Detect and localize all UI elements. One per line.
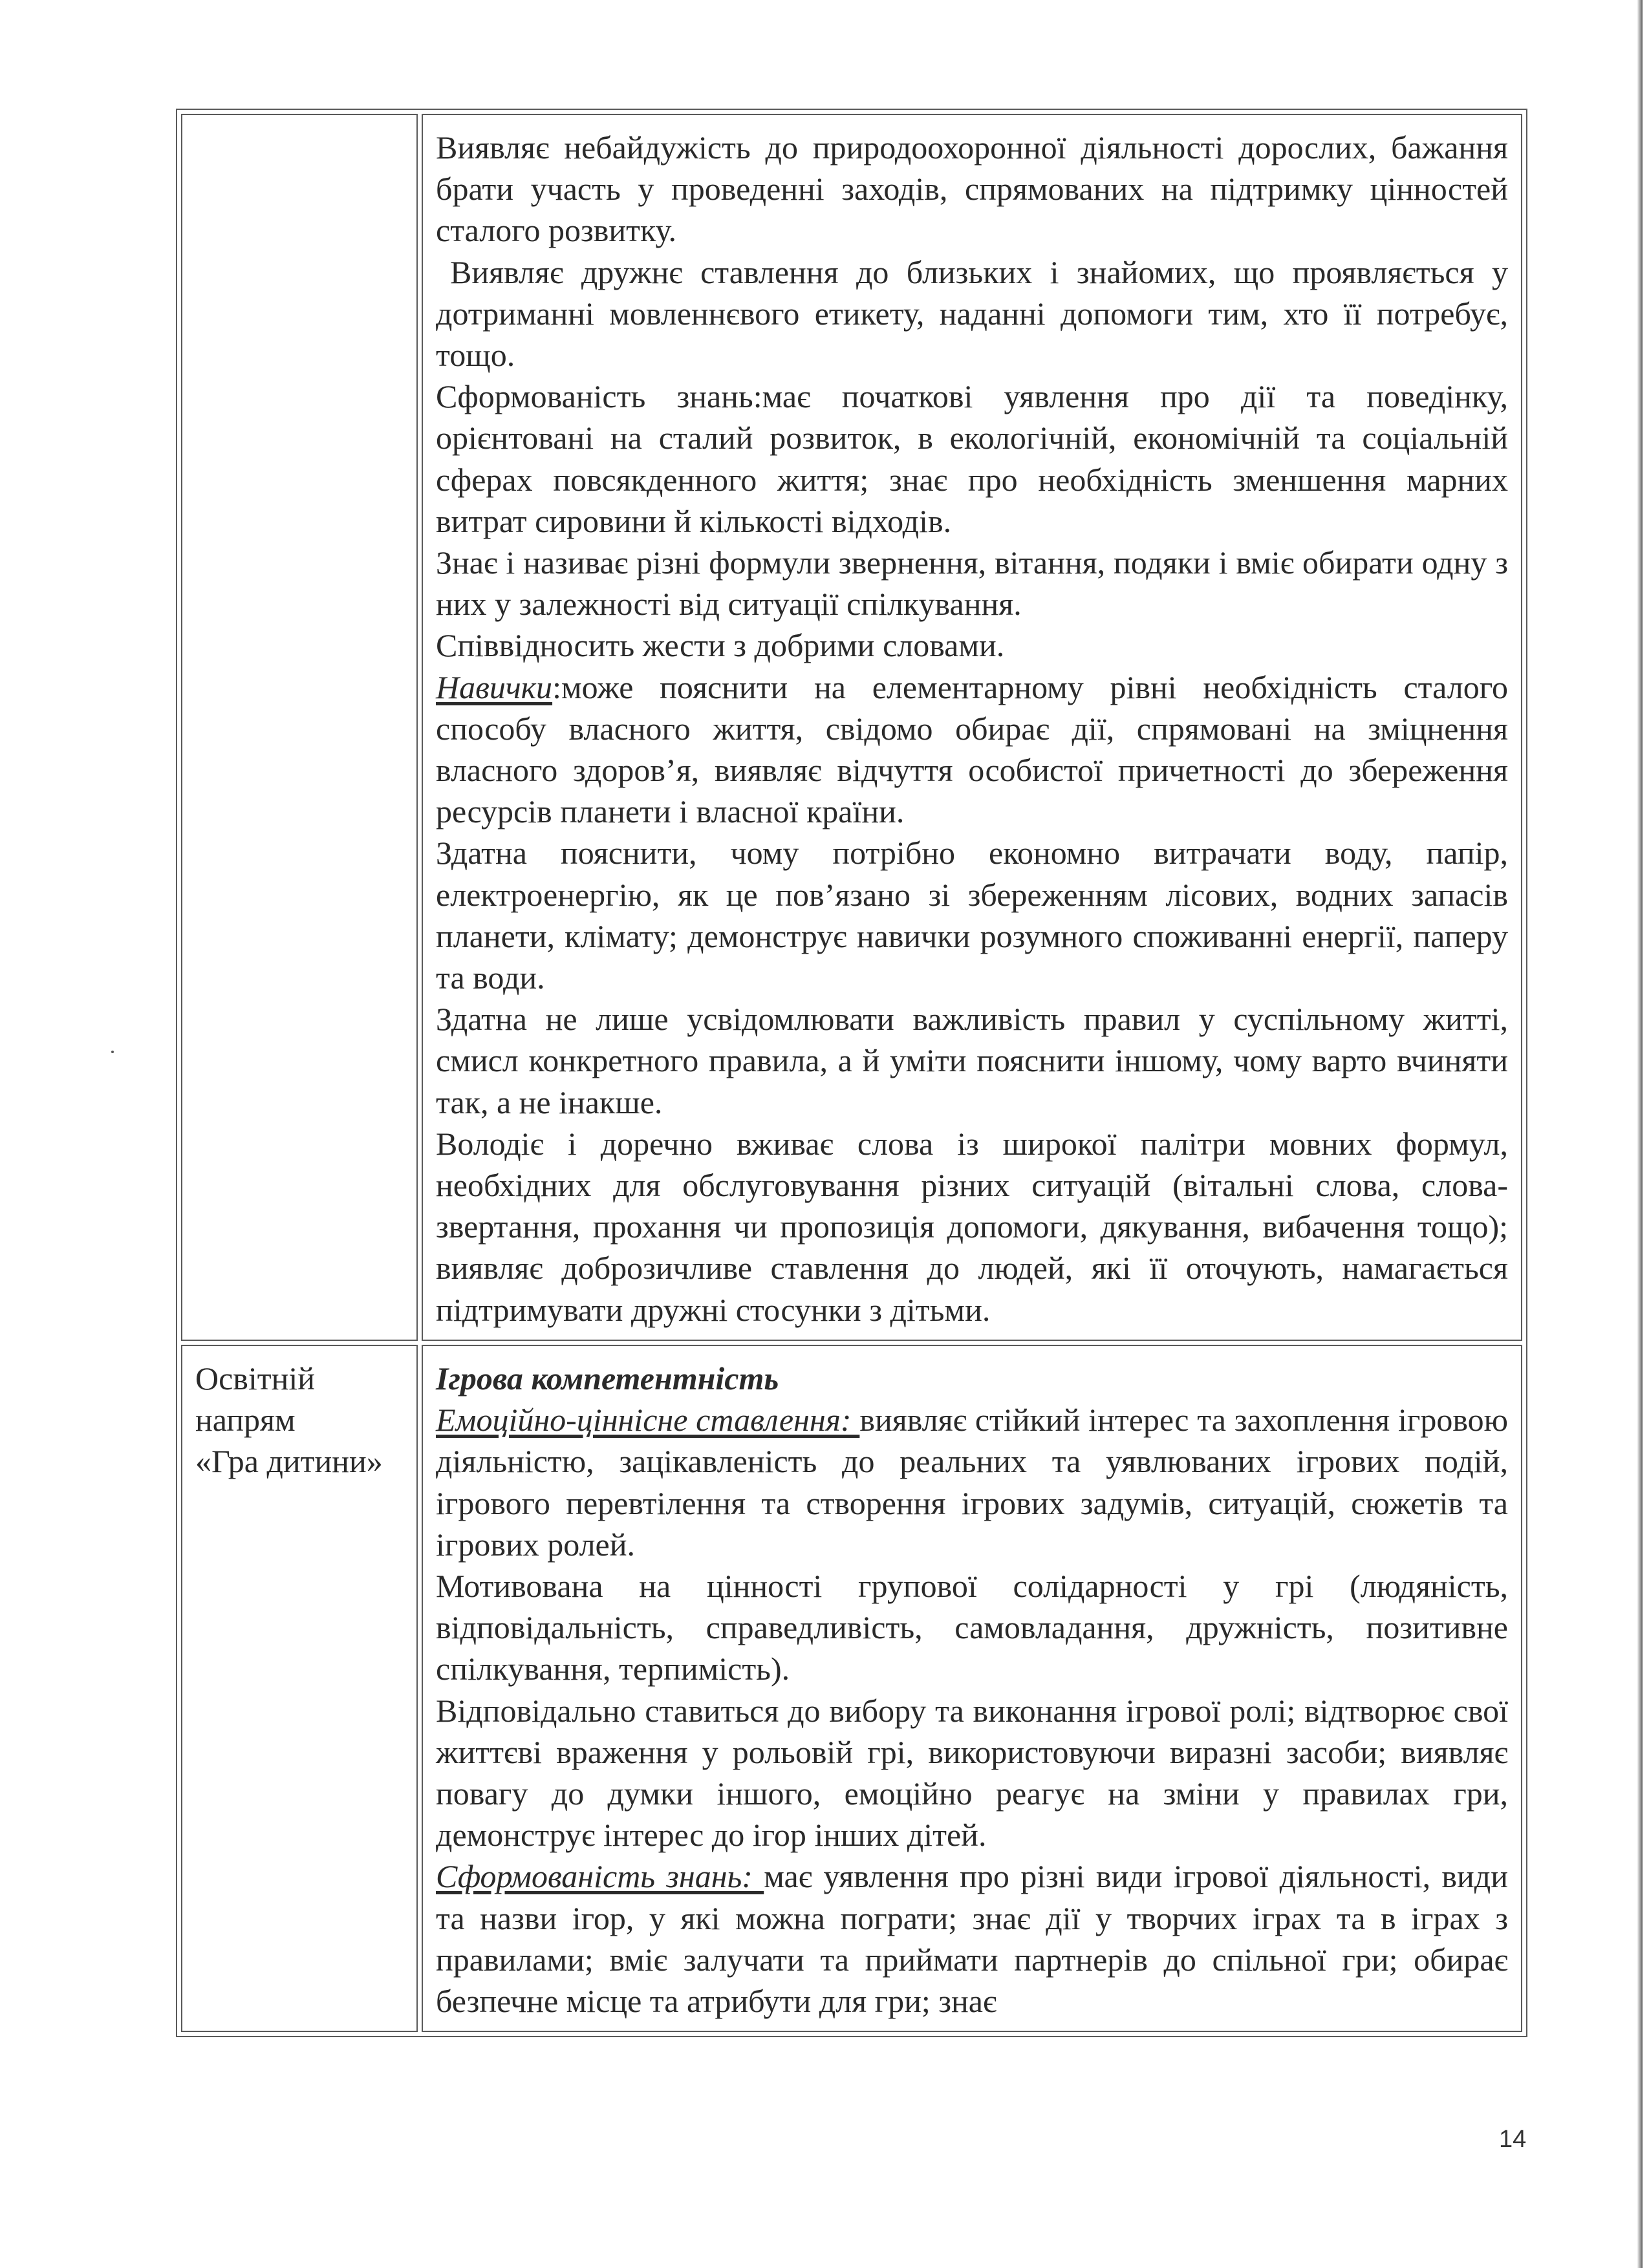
- content-table: [176, 109, 1527, 2037]
- row2-left-cell: [181, 1345, 418, 2032]
- row1-skills-para: [436, 667, 1508, 833]
- row1-para-8: Володіє і доречно вживає слова із широкої палітри мовних формул, необхідних для обслуговування різних ситуацій (вітальні слова, слова-звертання, прохання чи пропозиція допомоги, дякування, вибачення тощо); виявляє доброзичливе ставлення до людей, які її оточують, намагається підтримувати дружні стосунки з дітьми.: [436, 1125, 1508, 1328]
- knowledge-text: має уявлення про різні види ігрової діяльності, види та назви ігор, у які можна пограти; знає дії у творчих іграх та в іграх з правилами; вміє залучати та приймати партнерів до спільної гри; обирає безпечне місце та атрибути для гри; знає: [436, 1858, 1508, 2019]
- row1-left-cell: [181, 114, 418, 1341]
- row1-para-6: Здатна пояснити, чому потрібно економно витрачати воду, папір, електроенергію, як це пов’язано зі збереженням лісових, водних запасів планети, клімату; демонструє навички розумного споживанні енергії, паперу та води.: [436, 835, 1508, 996]
- row1-para-7: Здатна не лише усвідомлювати важливість правил у суспільному житті, смисл конкретного правила, а й уміти пояснити іншому, чому варто вчиняти так, а не інакше.: [436, 1001, 1508, 1120]
- competence-heading: Ігрова компетентність: [436, 1360, 779, 1396]
- row2-para-1: Мотивована на цінності групової солідарності у грі (людяність, відповідальність, справедливість, самовладання, дружність, позитивне спілкування, терпимість).: [436, 1567, 1508, 1687]
- row1-para-3: Сформованість знань:має початкові уявлення про дії та поведінку, орієнтовані на сталий розвиток, в екологічній, економічній та соціальній сферах повсякденного життя; знає про необхідність зменшення марних витрат сировини й кількості відходів.: [436, 378, 1508, 539]
- row2-right-cell: [422, 1345, 1522, 2032]
- row1-right-cell: [422, 114, 1522, 1341]
- skills-text: :може пояснити на елементарному рівні необхідність сталого способу власного життя, свідомо обирає дії, спрямовані на зміцнення власного здоров’я, виявляє відчуття особистої причетності до збереження ресурсів планети і власної країни.: [436, 669, 1508, 830]
- row1-para-4: Знає і називає різні формули звернення, вітання, подяки і вміє обирати одну з них у залежності від ситуації спілкування.: [436, 544, 1508, 623]
- direction-label-line1: Освітній: [195, 1360, 316, 1396]
- row2-para-2: Відповідально ставиться до вибору та виконання ігрової ролі; відтворює свої життєві враження у рольовій грі, використовуючи виразні засоби; виявляє повагу до думки іншого, емоційно реагує на зміни у правилах гри, демонструє інтерес до ігор інших дітей.: [436, 1692, 1508, 1854]
- scan-speck: [111, 1051, 114, 1053]
- emotional-label: Емоційно-ціннісне ставлення:: [436, 1402, 860, 1439]
- direction-label-line2: напрям: [195, 1402, 296, 1439]
- scan-edge: [1637, 0, 1643, 2268]
- row1-para-2: Виявляє дружнє ставлення до близьких і знайомих, що проявляється у дотриманні мовленнєвого етикету, наданні допомоги тим, хто її потребує, тощо.: [436, 253, 1508, 374]
- table-row: [181, 114, 1522, 1341]
- emotional-text: виявляє стійкий інтерес та захоплення ігровою діяльністю, зацікавленість до реальних та уявлюваних ігрових подій, ігрового перевтілення та створення ігрових задумів, ситуацій, сюжетів та ігрових ролей.: [436, 1402, 1508, 1563]
- row1-para-1: Виявляє небайдужість до природоохоронної діяльності дорослих, бажання брати участь у проведенні заходів, спрямованих на підтримку цінностей сталого розвитку.: [436, 129, 1508, 249]
- knowledge-label: Сформованість знань:: [436, 1858, 764, 1895]
- table-row: [181, 1345, 1522, 2032]
- row2-knowledge-para: [436, 1856, 1508, 2022]
- direction-label-line3: «Гра дитини»: [195, 1443, 383, 1480]
- skills-label: Навички: [436, 669, 553, 705]
- page-number: 14: [1499, 2126, 1527, 2153]
- row2-emotional-para: [436, 1399, 1508, 1565]
- row1-para-5: Співвідносить жести з добрими словами.: [436, 627, 1005, 664]
